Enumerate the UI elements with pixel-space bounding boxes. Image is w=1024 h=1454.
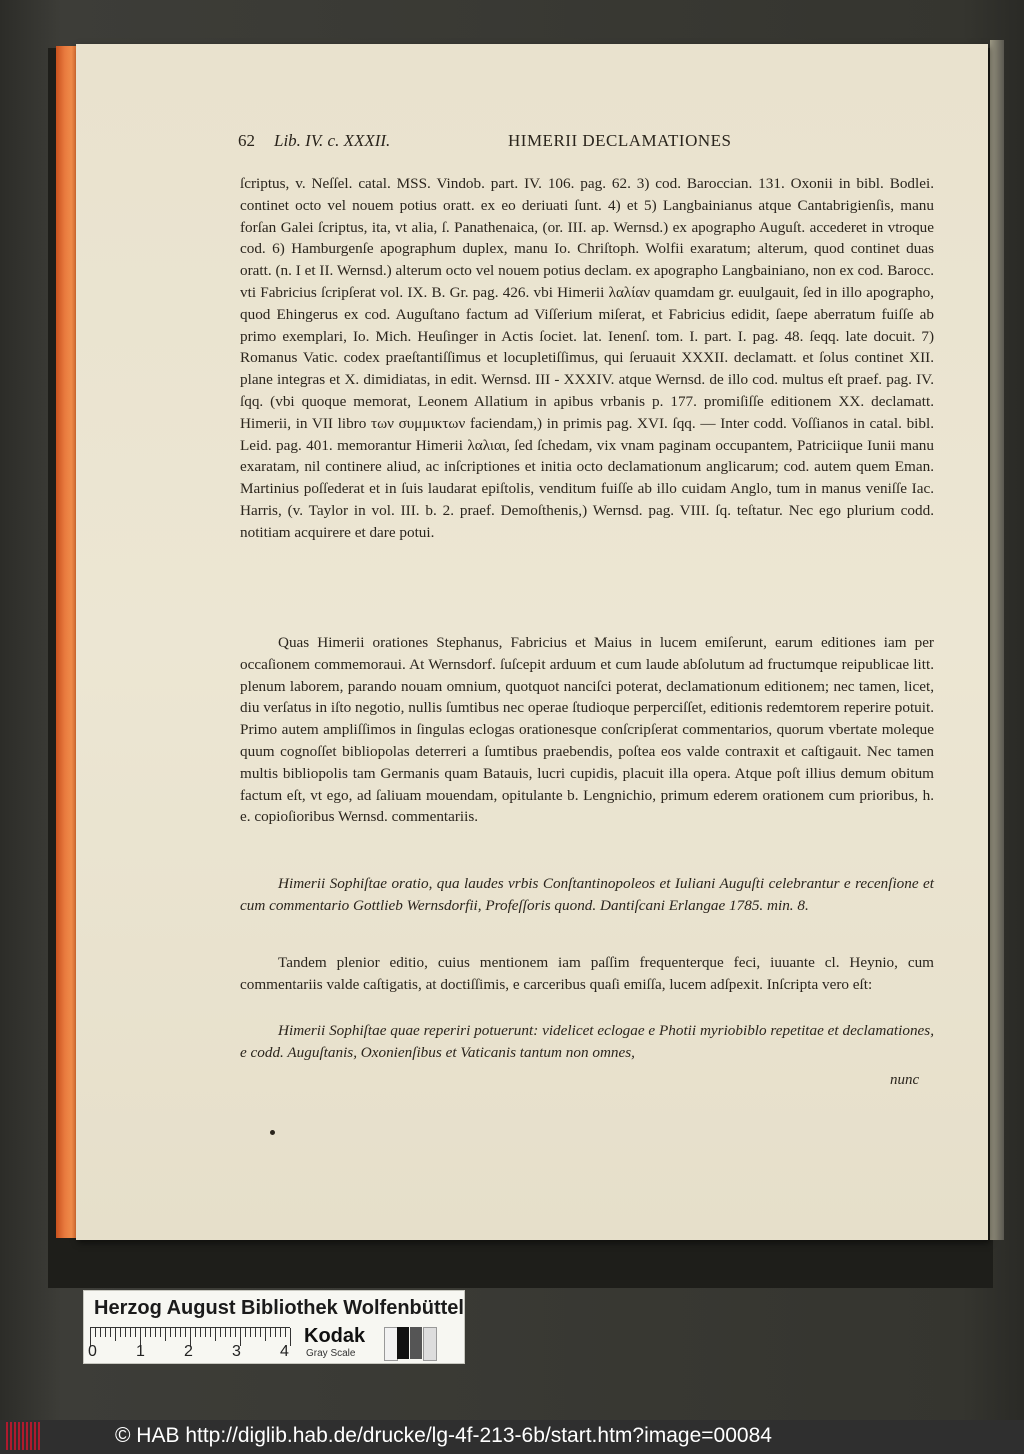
ruler-tick [110,1328,111,1337]
ruler-tick [250,1328,251,1337]
gray-swatch-white [384,1327,398,1361]
logo-stripe [18,1422,20,1450]
ruler-tick [225,1328,226,1337]
logo-stripe [6,1422,8,1450]
logo-stripe [38,1422,40,1450]
ruler-tick [165,1328,166,1341]
ruler-tick [170,1328,171,1337]
copyright-url: © HAB http://diglib.hab.de/drucke/lg-4f-213-6b/start.htm?image=00084 [115,1424,772,1447]
ruler-tick [130,1328,131,1337]
ruler-tick [145,1328,146,1337]
running-title: HIMERII DECLAMATIONES [508,131,732,150]
ruler-tick [150,1328,151,1337]
ruler-number: 1 [136,1343,145,1360]
logo-stripe [10,1422,12,1450]
logo-stripe [30,1422,32,1450]
ruler-tick [215,1328,216,1341]
ruler-tick [160,1328,161,1337]
ruler-tick [270,1328,271,1337]
paragraph-2-text: Quas Himerii orationes Stephanus, Fabricius et Maius in lucem emiſerunt, earum editiones iam per occaſionem commemoraui. At Wernsdorf. ſuſcepit arduum et cum laude abſolutum ad fructumque reipublicae litt. plenum laborem, parando nouam omnium, quotquot nanciſci poterat, declamationum editionem; nec tamen, licet, diu verſatus in iſto negotio, nullis ſumtibus nec operae ſtudioque perperciſſet, editionis redemtorem reperire potuit. Primo autem ampliſſimos in ſingulas eclogas orationesque conſcripſerat commentarios, quorum vbertate moleque quum cognoſſet bibliopolas deterreri a ſumtibus praebendis, poſtea eos valde contraxit et caſtigauit. Nec tamen multis bibliopolis tam Germanis quam Batauis, lucri cupidis, placuit illa opera. Atque poſt illius demum obitum factum eſt, vt ego, ad ſaliuam mouendam, opitulante b. Lengnichio, primum ederem orationem cum prioribus, h. e. copioſioribus Wernsd. commentariis. [240,634,934,826]
logo-stripe [14,1422,16,1450]
catchword: nunc [890,1072,920,1088]
ruler-tick [245,1328,246,1337]
institution-label: Herzog August Bibliothek Wolfenbüttel [94,1297,464,1319]
ruler-tick [155,1328,156,1337]
ruler-tick [105,1328,106,1337]
ruler-tick [95,1328,96,1337]
page-colored-edge [56,46,78,1238]
ruler-tick [285,1328,286,1337]
gray-swatch-light [423,1327,437,1361]
logo-stripe [22,1422,24,1450]
ruler-tick [235,1328,236,1337]
paragraph-1 [240,173,934,544]
paragraph-3-text: Himerii Sophiſtae oratio, qua laudes vrbis Conſtantinopoleos et Iuliani Auguſti celebrantur e recenſione et cum commentario Gottlieb Wernsdorfii, Profeſſoris quond. Dantiſcani Erlangae 1785. min. 8. [240,875,934,914]
page-number: 62 [238,131,255,150]
ruler-tick [220,1328,221,1337]
ruler-number: 2 [184,1343,193,1360]
logo-stripe [26,1422,28,1450]
ruler-tick [275,1328,276,1337]
book-right-edge [990,40,1004,1240]
running-header [238,131,778,157]
hab-logo-icon [6,1422,42,1450]
ruler-number: 0 [88,1343,97,1360]
ruler-number: 3 [232,1343,241,1360]
ruler-tick [120,1328,121,1337]
ruler-tick [175,1328,176,1337]
ink-mark [270,1130,275,1135]
gray-swatch-black [397,1327,409,1359]
ruler-tick [230,1328,231,1337]
ruler-tick [125,1328,126,1337]
ruler-tick [135,1328,136,1337]
gray-scale-label: Gray Scale [306,1348,356,1359]
gray-swatch-dark [410,1327,422,1359]
ruler-tick [205,1328,206,1337]
ruler-tick [185,1328,186,1337]
ruler-tick [200,1328,201,1337]
paragraph-5-text: Himerii Sophiſtae quae reperiri potuerunt: videlicet eclogae e Photii myriobiblo repetitae et declamationes, e codd. Auguſtanis, Oxonienſibus et Vaticanis tantum non omnes, [240,1022,934,1061]
ruler-tick [265,1328,266,1341]
paragraph-4-text: Tandem plenior editio, cuius mentionem iam paſſim frequenterque feci, iuuante cl. Heynio, cum commentariis valde caſtigatis, at doctiſſimis, e carceribus quaſi emiſſa, lucem adſpexit. Inſcripta vero eſt: [240,954,934,993]
paragraph-3 [240,873,934,917]
paragraph-1-text: ſcriptus, v. Neſſel. catal. MSS. Vindob. part. IV. 106. pag. 62. 3) cod. Baroccian. 131. Oxonii in bibl. Bodlei. continet octo vel nouem potius oratt. ex eo deriuati ſunt. 4) et 5) Langbainianus atque Cantabrigienſis, manu forſan Galei ſcriptus, ita, vt alia, ſ. Panathenaica, (or. III. ap. Wernsd.) ex apographo Auguſt. accederet in vtroque cod. 6) Hamburgenſe apographum duplex, manu Io. Chriſtoph. Wolfii exaratum; alterum, quod continet duas oratt. (n. I et II. Wernsd.) alterum octo vel nouem potius declam. ex apographo Langbainiano, non ex cod. Barocc. vti Fabricius ſcripſerat vol. IX. B. Gr. pag. 426. vbi Himerii λαλίαν quamdam gr. euulgauit, ſed in illo apographo, quod Ehingerus ex cod. Auguſtano factum ad Viſſerium miſerat, et Fabricius edidit, ſaepe aberratum fuiſſe ab primo exemplari, Io. Mich. Heuſinger in Actis ſociet. lat. Ienenſ. tom. I. part. I. pag. 48. ſeqq. late docuit. 7) Romanus Vatic. codex praeſtantiſſimus et locupletiſſimus, qui ſeruauit XXXII. declamatt. et ſolus continet XII. plane integras et X. dimidiatas, in edit. Wernsd. III - XXXIV. atque Wernsd. de illo cod. multus eſt praef. pag. IV. ſqq. (vbi quoque memorat, Leonem Allatium in apibus vrbanis p. 177. promiſiſſe editionem XX. declamatt. Himerii, in VII libro των συμμικτων faciendam,) in primis pag. XVI. ſqq. — Inter codd. Voſſianos in catal. bibl. Leid. pag. 401. memorantur Himerii λαλιαι, ſed ſchedam, vix vnam paginam occupantem, Patriciique Iunii manu exaratam, nil continere aliud, ac inſcriptiones et initia octo declamationum anglicarum; cod. autem quem Eman. Martinius poſſederat et in ſuis laudarat epiſtolis, venditum fuiſſe ab illo cuidam Anglo, tum in manus veniſſe Iac. Harris, (v. Taylor in vol. III. b. 2. praef. Demoſthenis,) Wernsd. pag. VIII. ſq. teſtatur. Nec ego plurium codd. notitiam acquirere et dare potui. [240,175,934,541]
paragraph-4 [240,952,934,996]
ruler-tick [180,1328,181,1337]
section-reference: Lib. IV. c. XXXII. [274,131,391,150]
kodak-logo: Kodak [304,1325,366,1347]
ruler-tick [195,1328,196,1337]
paragraph-2 [240,632,934,828]
calibration-card [83,1290,465,1364]
ruler-tick [100,1328,101,1337]
ruler-tick [290,1328,291,1346]
ruler-tick [280,1328,281,1337]
ruler-tick [260,1328,261,1337]
ruler-tick [255,1328,256,1337]
ruler-number: 4 [280,1343,289,1360]
ruler-tick [210,1328,211,1337]
paragraph-5 [240,1020,934,1064]
logo-stripe [34,1422,36,1450]
ruler-tick [115,1328,116,1341]
